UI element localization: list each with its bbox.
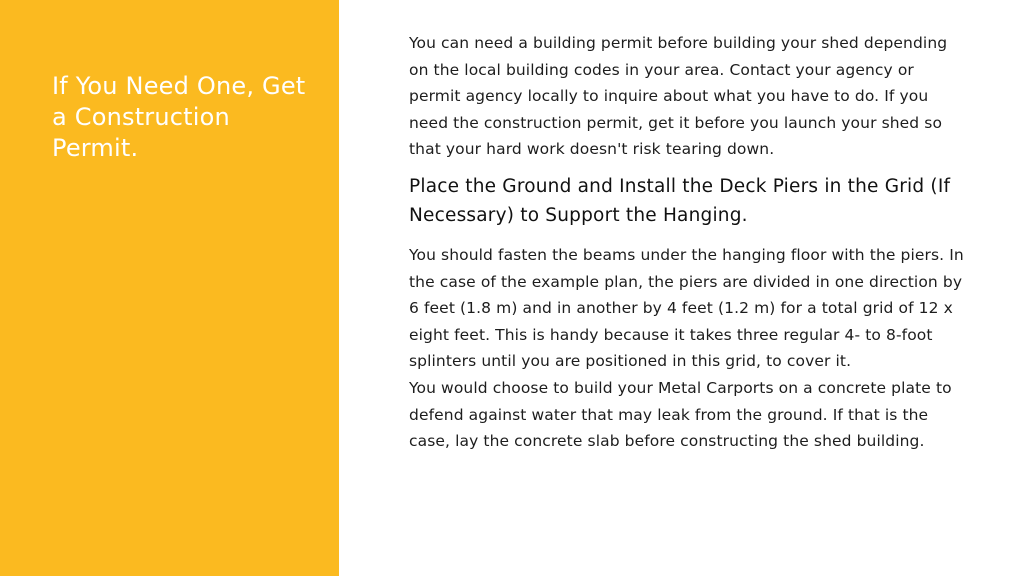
permit-paragraph: You can need a building permit before building your shed depending on the local building codes in your area. Contact your agency or permit agency locally to inquire about what you have to do. If you need the construction permit, get it before you launch your shed so that your hard work doesn't risk tearing down. [409,34,948,159]
concrete-paragraph: You would choose to build your Metal Carports on a concrete plate to defend against water that may leak from the ground. If that is the case, lay the concrete slab before constructing the shed building. [409,378,952,451]
sidebar-panel [0,0,339,576]
piers-paragraph: You should fasten the beams under the hanging floor with the piers. In the case of the example plan, the piers are divided in one direction by 6 feet (1.8 m) and in another by 4 feet (1.2 m) for a total grid of 12 x eight feet. This is handy because it takes three regular 4- to 8-foot splinters until you are positioned in this grid, to cover it. [409,245,964,371]
section-heading: Place the Ground and Install the Deck Piers in the Grid (If Necessary) to Support the Hanging. [409,175,951,226]
main-content [409,30,969,455]
slide-title: If You Need One, Get a Construction Permit. [52,72,306,162]
